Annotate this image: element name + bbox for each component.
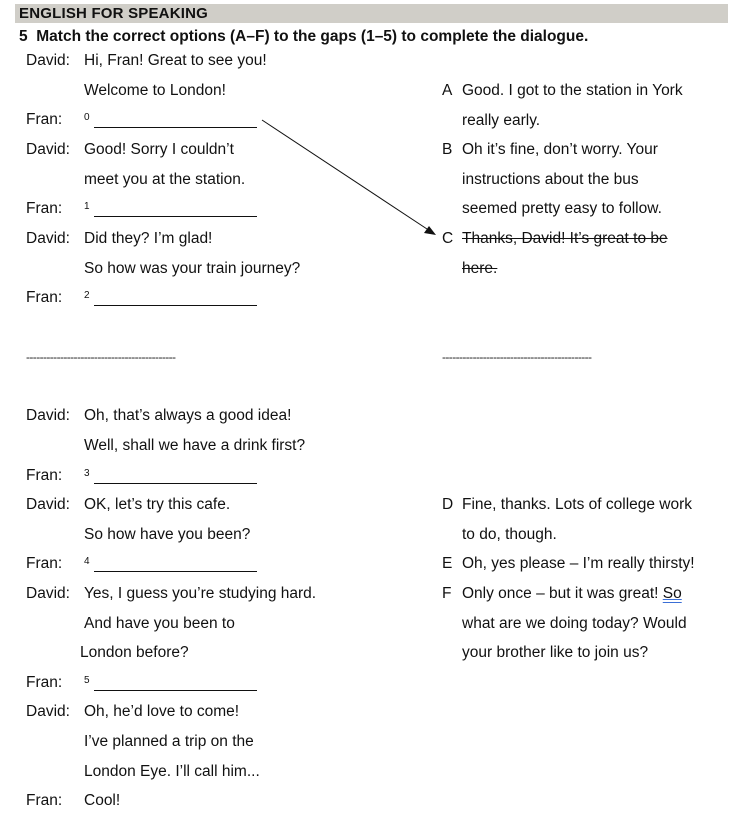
option-f-text [462,584,682,604]
spellcheck-underlined-word[interactable]: So [662,585,682,602]
option-c-text-struck: Thanks, David! It’s great to be [462,230,668,247]
dialogue-line: London Eye. I’ll call him... [84,763,260,780]
option-a-text: really early. [462,112,541,129]
option-letter: D [442,496,454,513]
option-letter: B [442,141,453,158]
dialogue-line: Hi, Fran! Great to see you! [84,52,267,69]
dialogue-line: London before? [80,644,189,661]
option-a-text: Good. I got to the station in York [462,82,683,99]
header-title: ENGLISH FOR SPEAKING [19,5,209,22]
speaker-label: David: [26,141,70,158]
gap-number: 0 [84,112,90,123]
option-f-text: your brother like to join us? [462,644,649,661]
speaker-label: Fran: [26,792,63,809]
dialogue-line: Welcome to London! [84,82,226,99]
gap-number: 5 [84,675,90,686]
option-letter: E [442,555,453,572]
speaker-label: David: [26,407,70,424]
answer-gap-1[interactable] [94,216,257,217]
dialogue-line: Oh, that’s always a good idea! [84,407,292,424]
instruction [19,27,588,47]
gap-number: 4 [84,556,90,567]
arrow-head [424,226,436,235]
gap-number: 2 [84,290,90,301]
answer-gap-4[interactable] [94,571,257,572]
answer-gap-0[interactable] [94,127,257,128]
separator-left: -------------------------------------------- [26,350,176,364]
option-f-text-part: Only once – but it was great! [462,585,663,602]
speaker-label: Fran: [26,289,63,306]
speaker-label: David: [26,52,70,69]
option-b-text: seemed pretty easy to follow. [462,200,662,217]
option-e-text: Oh, yes please – I’m really thirsty! [462,555,695,572]
speaker-label: David: [26,230,70,247]
arrow-line [262,120,427,229]
option-letter: C [442,230,454,247]
option-f-text: what are we doing today? Would [462,615,687,632]
answer-gap-3[interactable] [94,483,257,484]
speaker-label: Fran: [26,111,63,128]
speaker-label: David: [26,585,70,602]
instruction-number: 5 [19,28,28,45]
option-b-text: Oh it’s fine, don’t worry. Your [462,141,658,158]
dialogue-line: meet you at the station. [84,171,246,188]
dialogue-line: Cool! [84,792,121,809]
speaker-label: Fran: [26,200,63,217]
answer-gap-5[interactable] [94,690,257,691]
option-d-text: to do, though. [462,526,557,543]
speaker-label: David: [26,496,70,513]
instruction-text: Match the correct options (A–F) to the gaps (1–5) to complete the dialogue. [36,28,589,45]
option-letter: A [442,82,453,99]
option-b-text: instructions about the bus [462,171,639,188]
dialogue-line: Well, shall we have a drink first? [84,437,306,454]
answer-gap-2[interactable] [94,305,257,306]
separator-right: -------------------------------------------- [442,350,592,364]
speaker-label: Fran: [26,555,63,572]
speaker-label: David: [26,703,70,720]
dialogue-line: So how was your train journey? [84,260,301,277]
speaker-label: Fran: [26,467,63,484]
dialogue-line: Did they? I’m glad! [84,230,213,247]
dialogue-line: OK, let’s try this cafe. [84,496,231,513]
option-letter: F [442,585,452,602]
dialogue-line: Yes, I guess you’re studying hard. [84,585,317,602]
gap-number: 3 [84,468,90,479]
option-d-text: Fine, thanks. Lots of college work [462,496,693,513]
dialogue-line: I’ve planned a trip on the [84,733,254,750]
dialogue-line: Good! Sorry I couldn’t [84,141,234,158]
speaker-label: Fran: [26,674,63,691]
dialogue-line: So how have you been? [84,526,251,543]
dialogue-line: Oh, he’d love to come! [84,703,240,720]
option-c-text-struck: here. [462,260,498,277]
gap-number: 1 [84,201,90,212]
dialogue-line: And have you been to [84,615,235,632]
